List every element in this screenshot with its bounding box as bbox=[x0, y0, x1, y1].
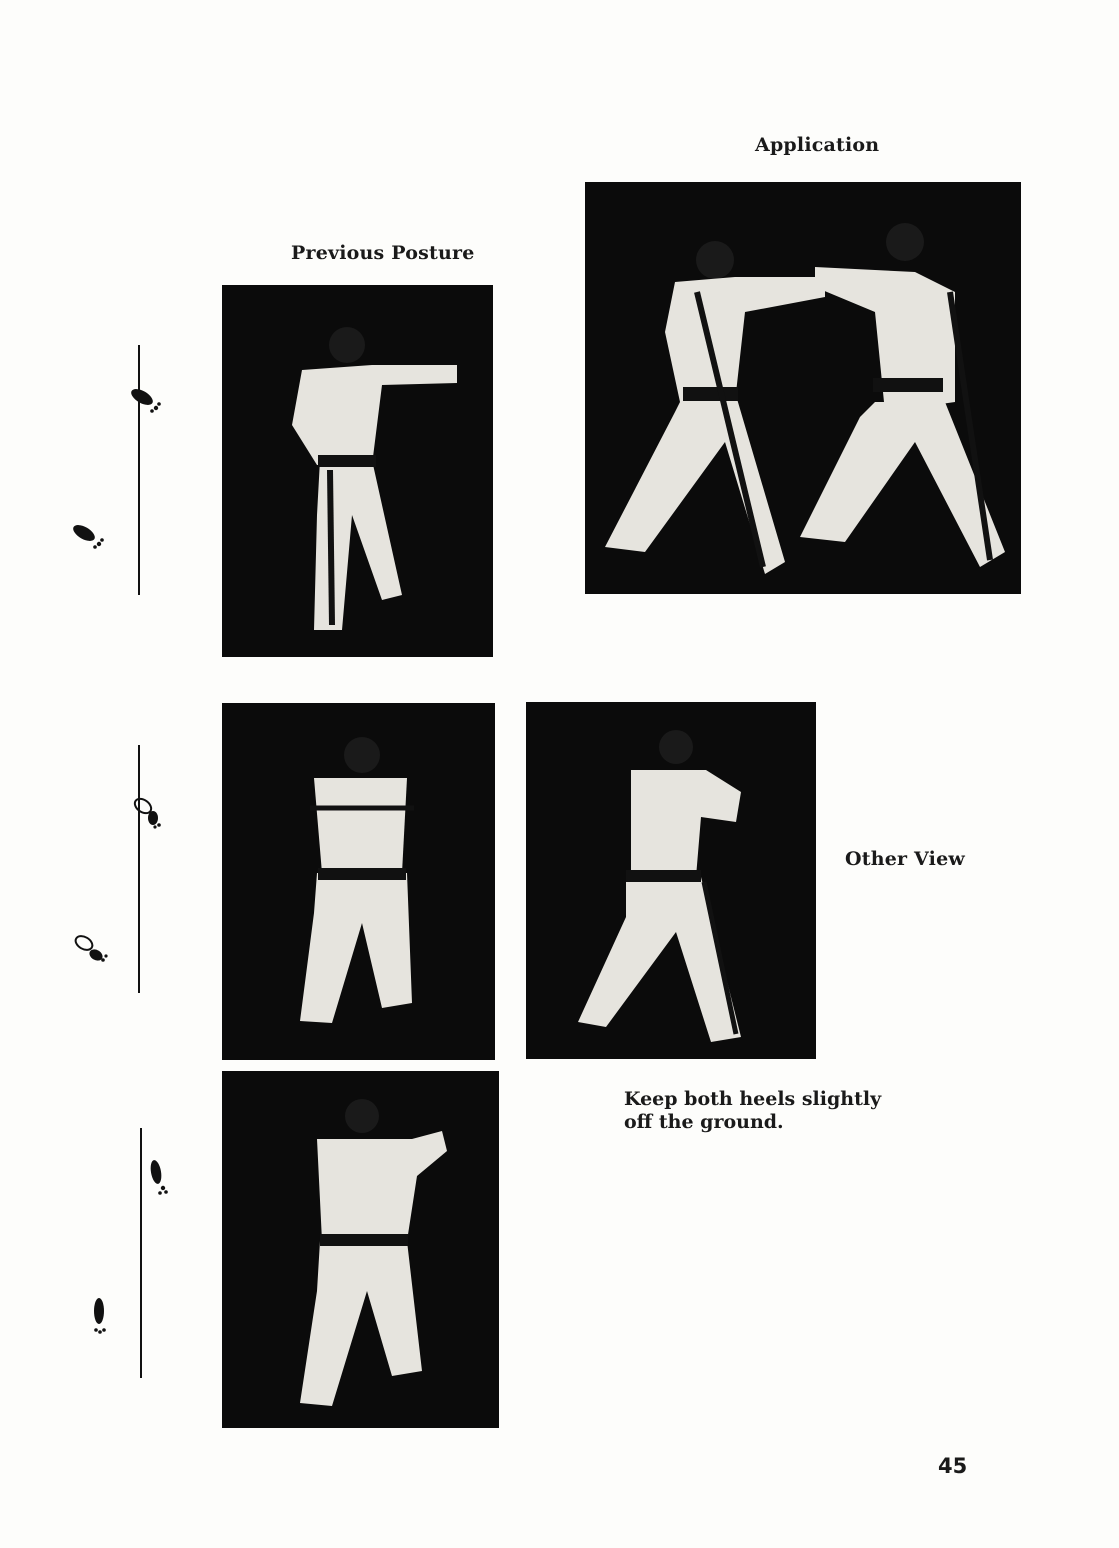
foot-diagram-line-3 bbox=[140, 1128, 142, 1378]
previous-posture-photo bbox=[222, 285, 493, 657]
other-view-figure-image bbox=[526, 702, 816, 1059]
application-label: Application bbox=[755, 134, 880, 156]
final-posture-photo bbox=[222, 1071, 499, 1428]
other-view-label: Other View bbox=[845, 848, 965, 870]
foot-print-icon bbox=[146, 1158, 172, 1198]
final-posture-figure-image bbox=[222, 1071, 499, 1428]
foot-outline-icon bbox=[131, 794, 165, 830]
foot-print-icon bbox=[128, 386, 164, 416]
foot-outline-icon bbox=[72, 933, 110, 967]
foot-diagram-line-2 bbox=[138, 745, 140, 993]
front-view-photo bbox=[222, 703, 495, 1060]
other-view-photo bbox=[526, 702, 816, 1059]
foot-print-icon bbox=[88, 1295, 112, 1337]
caption-line-1: Keep both heels slightly bbox=[624, 1088, 882, 1110]
foot-diagram-line-1 bbox=[138, 345, 140, 595]
application-photo bbox=[585, 182, 1021, 594]
caption-text bbox=[624, 1088, 884, 1134]
front-view-figure-image bbox=[222, 703, 495, 1060]
foot-print-icon bbox=[70, 522, 108, 552]
previous-posture-figure-image bbox=[222, 285, 493, 657]
page-number: 45 bbox=[938, 1454, 968, 1478]
caption-line-2: off the ground. bbox=[624, 1111, 784, 1133]
application-figures-image bbox=[585, 182, 1021, 594]
previous-posture-label: Previous Posture bbox=[291, 242, 475, 264]
